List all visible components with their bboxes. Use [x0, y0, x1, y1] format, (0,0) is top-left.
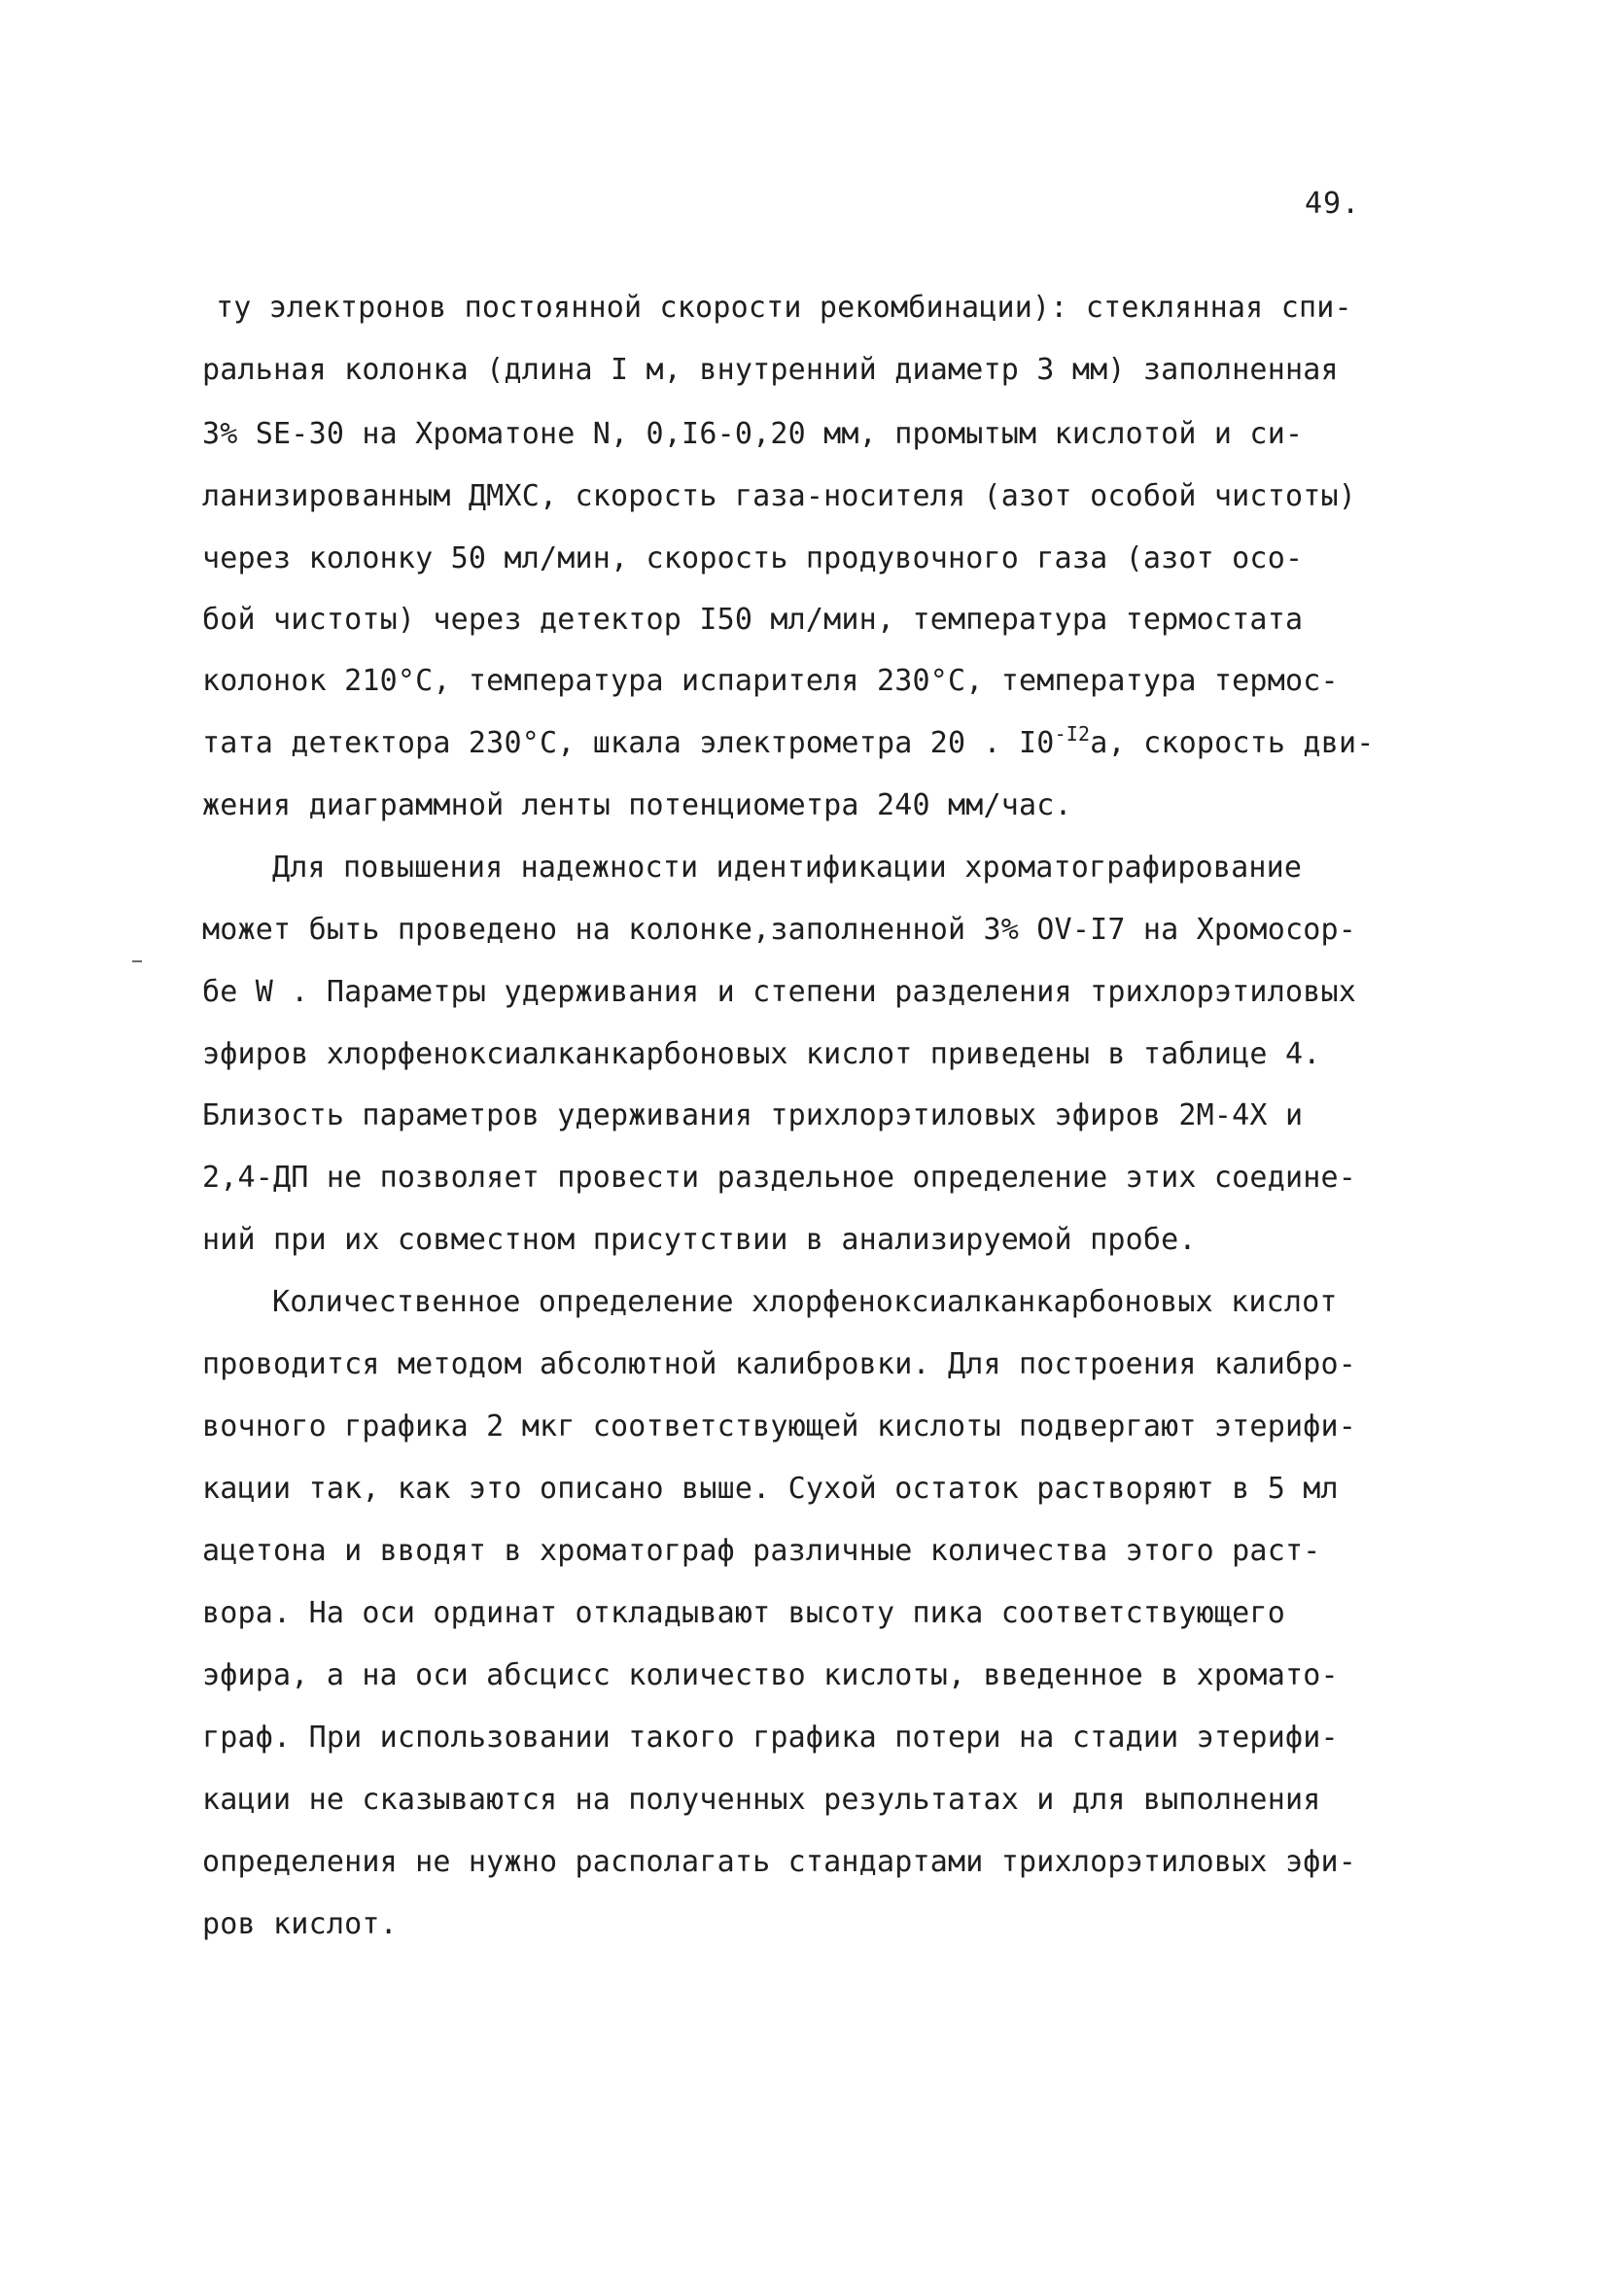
text-line: граф. При использовании такого графика потери на стадии этерифи-	[202, 1721, 1339, 1755]
paragraph-first-line: Количественное определение хлорфеноксиалканкарбоновых кислот	[272, 1285, 1338, 1319]
page-number: 49.	[1305, 187, 1361, 221]
text-line: 2,4-ДП не позволяет провести раздельное определение этих соедине-	[202, 1161, 1356, 1195]
text-line: 3% SE-30 на Хроматоне N, 0,I6-0,20 мм, промытым кислотой и си-	[202, 417, 1304, 451]
text-line: ров кислот.	[202, 1907, 398, 1941]
margin-mark	[132, 960, 142, 962]
text-line: кации не сказываются на полученных результатах и для выполнения	[202, 1783, 1321, 1817]
text-line: проводится методом абсолютной калибровки. Для построения калибро-	[202, 1347, 1356, 1381]
text-line: бе W . Параметры удерживания и степени разделения трихлорэтиловых	[202, 975, 1356, 1009]
text-line: может быть проведено на колонке,заполненной 3% OV-I7 на Хромосор-	[202, 913, 1356, 947]
text-line: эфира, а на оси абсцисс количество кислоты, введенное в хромато-	[202, 1658, 1339, 1692]
text-line: эфиров хлорфеноксиалканкарбоновых кислот приведены в таблице 4.	[202, 1037, 1321, 1071]
text-line: колонок 210°С, температура испарителя 230°С, температура термос-	[202, 664, 1339, 698]
text-line: бой чистоты) через детектор I50 мл/мин, температура термостата	[202, 603, 1304, 637]
text-line: ланизированным ДМХС, скорость газа-носителя (азот особой чистоты)	[202, 479, 1356, 513]
text-line: через колонку 50 мл/мин, скорость продувочного газа (азот осо-	[202, 541, 1304, 575]
text-line: кации так, как это описано выше. Сухой остаток растворяют в 5 мл	[202, 1472, 1339, 1506]
line-segment: а, скорость дви-	[1090, 726, 1375, 760]
text-line: ацетона и вводят в хроматограф различные количества этого раст-	[202, 1534, 1321, 1568]
line-segment: тата детектора 230°С, шкала электрометра 20 . I0	[202, 726, 1055, 760]
text-line: ральная колонка (длина I м, внутренний диаметр 3 мм) заполненная	[202, 353, 1339, 387]
text-line: жения диаграммной ленты потенциометра 240 мм/час.	[202, 788, 1072, 822]
text-line: определения не нужно располагать стандартами трихлорэтиловых эфи-	[202, 1845, 1356, 1879]
text-line: Близость параметров удерживания трихлорэтиловых эфиров 2М-4Х и	[202, 1098, 1304, 1132]
text-line: вора. На оси ординат откладывают высоту пика соответствующего	[202, 1596, 1285, 1630]
text-line	[202, 724, 1374, 763]
text-line: ний при их совместном присутствии в анализируемой пробе.	[202, 1223, 1197, 1257]
text-line: вочного графика 2 мкг соответствующей кислоты подвергают этерифи-	[202, 1409, 1356, 1444]
text-line: ту электронов постоянной скорости рекомбинации): стеклянная спи-	[216, 291, 1352, 325]
superscript-exponent: -I2	[1054, 722, 1091, 746]
paragraph-first-line: Для повышения надежности идентификации хроматографирование	[272, 851, 1303, 885]
